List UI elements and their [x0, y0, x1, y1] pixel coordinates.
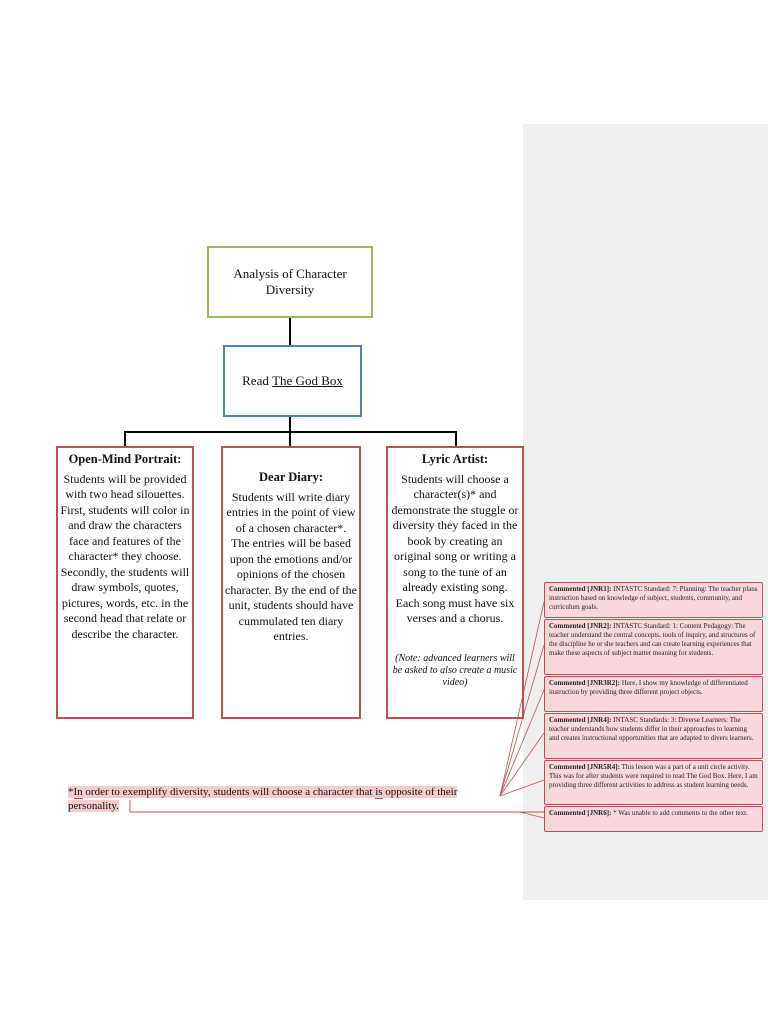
comment-text: Here, I show my knowledge of differentiated instruction by providing three different project objects. — [549, 679, 748, 696]
comment-tag: Commented [JNR5R4]: — [549, 763, 620, 771]
activity-heading: Dear Diary: — [259, 470, 323, 484]
comment-tag: Commented [JNR4]: — [549, 716, 612, 724]
comment-tag: Commented [JNR6]: — [549, 809, 612, 817]
comment-text: INTASTC Standard: 7: Planning: The teacher plans instruction based on knowledge of subject, students, community, and curriculum goals. — [549, 585, 758, 611]
activity-body: Students will be provided with two head silouettes. First, students will color in and draw the characters face and features of the character* they choose. Secondly, the students will draw symbols, quotes, pictures, words, etc. in the second head that relate or describe the character. — [60, 471, 190, 641]
activity-heading: Open-Mind Portrait: — [68, 452, 182, 466]
footnote-part: order to exemplify diversity, students will choose a character that — [82, 786, 376, 798]
comment-balloon[interactable] — [544, 582, 763, 618]
comment-balloon[interactable] — [544, 619, 763, 675]
comment-balloon[interactable] — [544, 806, 763, 832]
book-title: The God Box — [272, 373, 343, 388]
comment-tag: Commented [JNR2]: — [549, 622, 612, 630]
comment-tag: Commented [JNR1]: — [549, 585, 612, 593]
activity-body: Students will choose a character(s)* and demonstrate the stuggle or diversity they faced in the book by creating an original song or writing a song to the tune of an already existing song. Each song must have six verses and a chorus. — [391, 471, 519, 625]
activity-note: (Note: advanced learners will be asked to also create a music video) — [392, 652, 518, 688]
comment-balloon[interactable] — [544, 760, 763, 805]
footnote-part: is — [375, 786, 383, 798]
footnote-part: In — [73, 786, 83, 798]
read-prefix: Read — [242, 373, 269, 388]
comment-text: INTASC Standards: 3: Diverse Learners: The teacher understands how students differ in their approaches to learning and creates instructional opportunities that are adapted to divers learners. — [549, 716, 754, 742]
activity-heading: Lyric Artist: — [421, 452, 489, 466]
activity-body: Students will write diary entries in the point of view of a chosen character*. The entries will be based upon the emotions and/or opinions of the chosen character. By the end of the unit, students should have cummulated ten diary entries. — [225, 489, 357, 643]
comment-balloon[interactable] — [544, 713, 763, 759]
comment-text: This lesson was a part of a unit circle activity. This was for after students were required to read The God Box. Here, I am providing three different activities to address as student learning needs. — [549, 763, 758, 789]
comment-balloon[interactable] — [544, 676, 763, 712]
footnote-star: * — [68, 786, 74, 798]
comment-text: INTASTC Standard: 1: Content Pedagogy: The teacher understand the central concepts, tools of inquiry, and structures of the discipline he or she teachers and can create learning experiences that make these aspects of subject matter meaning for students. — [549, 622, 756, 657]
diagram-title: Analysis of Character Diversity — [233, 266, 347, 297]
footnote-part: opposite of their personality. — [68, 786, 458, 812]
comment-text: * Was unable to add comments to the other text. — [613, 809, 748, 817]
comment-tag: Commented [JNR3R2]: — [549, 679, 620, 687]
